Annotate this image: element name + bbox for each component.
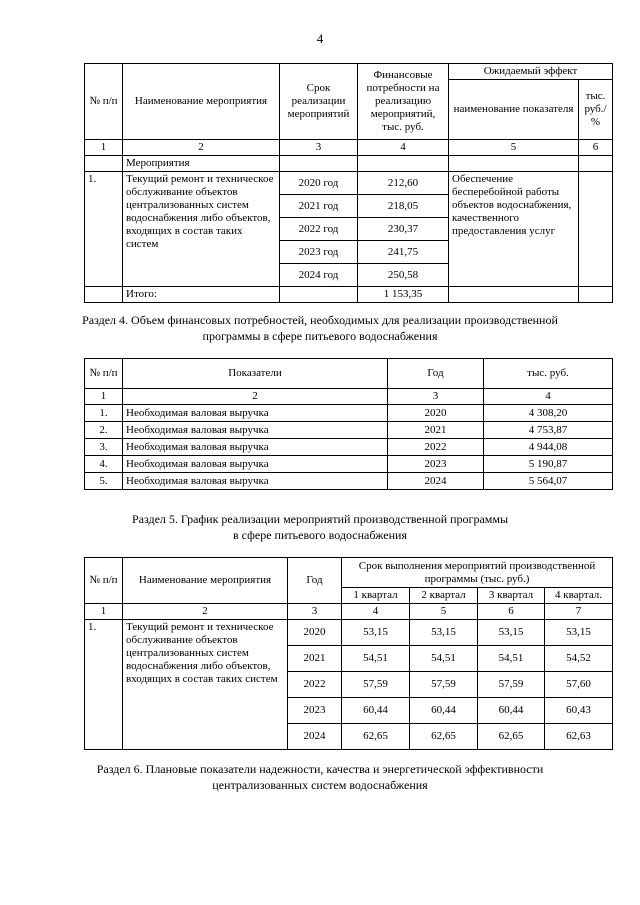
year-cell: 2022 (288, 672, 342, 698)
col-number: 5 (410, 604, 478, 620)
col-number: 1 (85, 140, 123, 156)
q1-value: 62,65 (342, 724, 410, 750)
row-value: 5 190,87 (484, 456, 613, 473)
q4-value: 62,63 (545, 724, 613, 750)
col-number: 7 (545, 604, 613, 620)
header-q3: 3 квартал (478, 588, 545, 604)
q2-value: 57,59 (410, 672, 478, 698)
schedule-table (84, 557, 613, 750)
q4-value: 53,15 (545, 620, 613, 646)
header-term: Срок реализации мероприятий (280, 64, 358, 140)
col-number: 4 (358, 140, 449, 156)
revenue-table (84, 358, 613, 490)
col-number: 6 (478, 604, 545, 620)
header-unit: тыс. руб./ % (579, 80, 613, 140)
finance-value: 212,60 (358, 172, 449, 195)
q2-value: 53,15 (410, 620, 478, 646)
header-year: Год (288, 558, 342, 604)
row-value: 4 944,08 (484, 439, 613, 456)
col-number: 4 (484, 389, 613, 405)
finance-value: 241,75 (358, 241, 449, 264)
q4-value: 57,60 (545, 672, 613, 698)
row-num: 1. (85, 172, 123, 287)
year-cell: 2023 (288, 698, 342, 724)
row-year: 2024 (388, 473, 484, 490)
q2-value: 60,44 (410, 698, 478, 724)
measures-table (84, 63, 613, 303)
col-number: 3 (388, 389, 484, 405)
header-term: Срок выполнения мероприятий производственной программы (тыс. руб.) (342, 558, 613, 588)
col-number: 3 (280, 140, 358, 156)
q1-value: 60,44 (342, 698, 410, 724)
year-cell: 2024 (288, 724, 342, 750)
section4-title: Раздел 4. Объем финансовых потребностей, необходимых для реализации производственной программы в сфере питьевого водоснабжения (82, 313, 558, 343)
page-number: 4 (316, 31, 324, 46)
row-num: 5. (85, 473, 123, 490)
effect-text: Обеспечение бесперебойной работы объектов водоснабжения, качественного предоставления услуг (449, 172, 579, 287)
header-num: № п/п (85, 64, 123, 140)
finance-value: 218,05 (358, 195, 449, 218)
row-num: 2. (85, 422, 123, 439)
header-q1: 1 квартал (342, 588, 410, 604)
row-value: 4 753,87 (484, 422, 613, 439)
header-q2: 2 квартал (410, 588, 478, 604)
q3-value: 54,51 (478, 646, 545, 672)
q2-value: 54,51 (410, 646, 478, 672)
header-num: № п/п (85, 359, 123, 389)
year-cell: 2023 год (280, 241, 358, 264)
row-indicator: Необходимая валовая выручка (123, 456, 388, 473)
row-year: 2022 (388, 439, 484, 456)
total-label: Итого: (123, 287, 280, 303)
row-value: 5 564,07 (484, 473, 613, 490)
row-indicator: Необходимая валовая выручка (123, 422, 388, 439)
q3-value: 57,59 (478, 672, 545, 698)
table-row (85, 473, 613, 490)
col-number: 2 (123, 604, 288, 620)
row-indicator: Необходимая валовая выручка (123, 439, 388, 456)
total-value: 1 153,35 (358, 287, 449, 303)
header-year: Год (388, 359, 484, 389)
header-indicator: Показатели (123, 359, 388, 389)
row-num: 1. (85, 620, 123, 750)
header-name: Наименование мероприятия (123, 64, 280, 140)
year-cell: 2022 год (280, 218, 358, 241)
section5-title: Раздел 5. График реализации мероприятий производственной программы в сфере питьевого водоснабжения (131, 512, 509, 542)
year-cell: 2020 год (280, 172, 358, 195)
q1-value: 53,15 (342, 620, 410, 646)
q4-value: 60,43 (545, 698, 613, 724)
header-finance: Финансовые потребности на реализацию мероприятий, тыс. руб. (358, 64, 449, 140)
header-effect: Ожидаемый эффект (449, 64, 613, 80)
col-number: 3 (288, 604, 342, 620)
row-year: 2023 (388, 456, 484, 473)
table-row (85, 405, 613, 422)
header-q4: 4 квартал. (545, 588, 613, 604)
col-number: 1 (85, 604, 123, 620)
col-number: 6 (579, 140, 613, 156)
col-number: 5 (449, 140, 579, 156)
table-row (85, 439, 613, 456)
row-num: 3. (85, 439, 123, 456)
row-indicator: Необходимая валовая выручка (123, 405, 388, 422)
q3-value: 53,15 (478, 620, 545, 646)
section-label: Мероприятия (123, 156, 280, 172)
q3-value: 62,65 (478, 724, 545, 750)
table-row (85, 422, 613, 439)
col-number: 1 (85, 389, 123, 405)
q3-value: 60,44 (478, 698, 545, 724)
q1-value: 57,59 (342, 672, 410, 698)
q4-value: 54,52 (545, 646, 613, 672)
q2-value: 62,65 (410, 724, 478, 750)
row-year: 2021 (388, 422, 484, 439)
row-indicator: Необходимая валовая выручка (123, 473, 388, 490)
row-value: 4 308,20 (484, 405, 613, 422)
row-year: 2020 (388, 405, 484, 422)
year-cell: 2021 год (280, 195, 358, 218)
year-cell: 2024 год (280, 264, 358, 287)
finance-value: 230,37 (358, 218, 449, 241)
year-cell: 2020 (288, 620, 342, 646)
row-num: 4. (85, 456, 123, 473)
header-value: тыс. руб. (484, 359, 613, 389)
header-num: № п/п (85, 558, 123, 604)
finance-value: 250,58 (358, 264, 449, 287)
col-number: 2 (123, 389, 388, 405)
table-row (85, 456, 613, 473)
measure-name: Текущий ремонт и техническое обслуживание объектов централизованных систем водоснабжения либо объектов, входящих в состав таких систем (123, 620, 288, 750)
section6-title: Раздел 6. Плановые показатели надежности, качества и энергетической эффективности централизованных систем водоснабжения (96, 762, 544, 792)
col-number: 4 (342, 604, 410, 620)
year-cell: 2021 (288, 646, 342, 672)
measure-name: Текущий ремонт и техническое обслуживание объектов централизованных систем водоснабжения либо объектов, входящих в состав таких систем (123, 172, 280, 287)
q1-value: 54,51 (342, 646, 410, 672)
header-name: Наименование мероприятия (123, 558, 288, 604)
col-number: 2 (123, 140, 280, 156)
row-num: 1. (85, 405, 123, 422)
header-indicator: наименование показателя (449, 80, 579, 140)
